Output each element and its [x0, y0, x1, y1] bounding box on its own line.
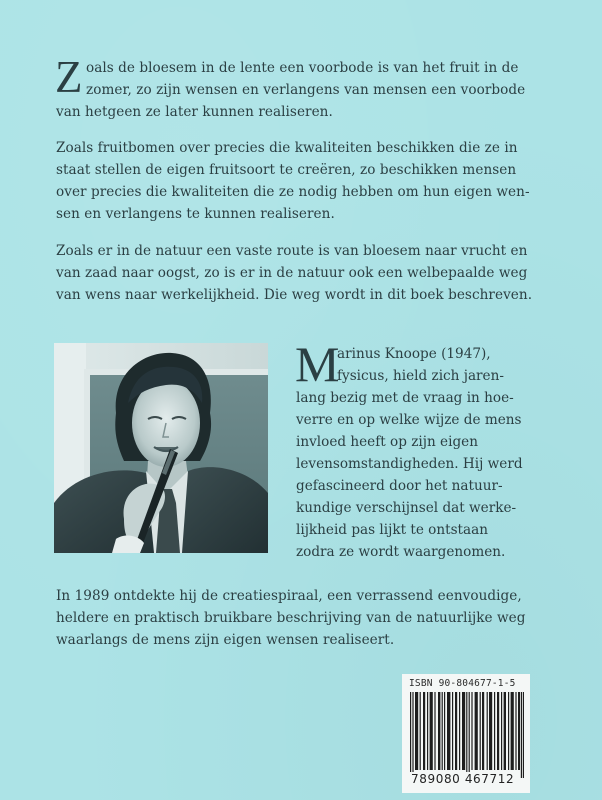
text-line: In 1989 ontdekte hij de creatiespiraal, een verrassend eenvoudige,: [56, 588, 522, 604]
text-line: invloed heeft op zijn eigen: [296, 434, 478, 450]
text-line: gefascineerd door het natuur-: [296, 478, 503, 494]
text-line: van zaad naar oogst, zo is er in de natuur ook een welbepaalde weg: [56, 265, 528, 281]
text-line: lang bezig met de vraag in hoe-: [296, 390, 514, 406]
intro-paragraph-1: [55, 52, 528, 123]
dropcap-m: M: [295, 336, 340, 392]
text-line: heldere en praktisch bruikbare beschrijving van de natuurlijke weg: [56, 610, 526, 626]
text-line: verre en op welke wijze de mens: [296, 412, 522, 428]
intro-paragraph-3: [56, 240, 533, 306]
closing-paragraph: [56, 585, 528, 651]
text-line: zomer, zo zijn wensen en verlangens van mensen een voorbode: [86, 82, 526, 98]
text-line: kundige verschijnsel dat werke-: [296, 500, 517, 516]
author-photo: [54, 343, 268, 553]
text-line: oals de bloesem in de lente een voorbode is van het fruit in de: [86, 60, 519, 76]
text-line: zodra ze wordt waargenomen.: [296, 544, 506, 560]
text-line: arinus Knoope (1947),: [337, 346, 491, 362]
author-bio: [296, 343, 536, 563]
text-line: fysicus, hield zich jaren-: [337, 368, 504, 384]
text-line: van hetgeen ze later kunnen realiseren.: [56, 104, 333, 120]
dropcap-z: Z: [55, 52, 83, 102]
portrait-image: [54, 343, 268, 553]
text-line: van wens naar werkelijkheid. Die weg wordt in dit boek beschreven.: [56, 287, 533, 303]
text-line: lijkheid pas lijkt te ontstaan: [296, 522, 488, 538]
text-line: levensomstandigheden. Hij werd: [296, 456, 523, 472]
text-line: sen en verlangens te kunnen realiseren.: [56, 206, 335, 222]
text-line: waarlangs de mens zijn eigen wensen realiseert.: [56, 632, 395, 648]
intro-paragraph-2: [56, 137, 528, 225]
isbn-barcode: [402, 674, 530, 793]
text-line: Zoals er in de natuur een vaste route is van bloesem naar vrucht en: [56, 243, 528, 259]
text-line: over precies die kwaliteiten die ze nodig hebben om hun eigen wen-: [56, 184, 530, 200]
ean-digits: 789080 467712: [411, 772, 515, 786]
barcode-bars: [410, 692, 524, 778]
isbn-label: ISBN 90-804677-1-5: [409, 678, 516, 689]
text-line: staat stellen de eigen fruitsoort te creëren, zo beschikken mensen: [56, 162, 517, 178]
text-line: Zoals fruitbomen over precies die kwaliteiten beschikken die ze in: [56, 140, 518, 156]
